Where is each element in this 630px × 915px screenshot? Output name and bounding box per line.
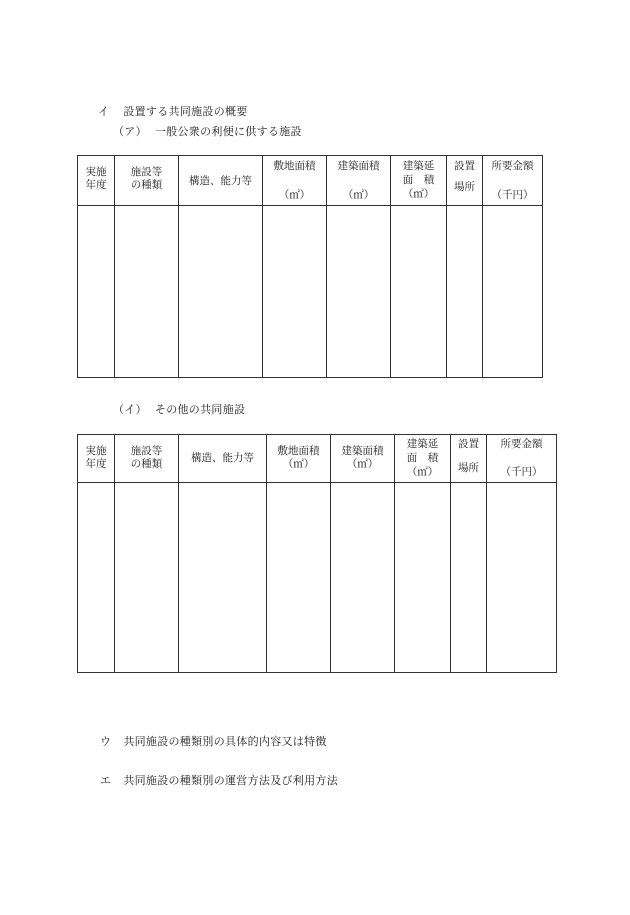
table-cell[interactable] <box>179 483 267 673</box>
header-building-area: 建築面積 （㎡） <box>327 156 391 206</box>
table-cell[interactable] <box>179 206 263 378</box>
section-e-text: 共同施設の種類別の運営方法及び利用方法 <box>123 774 339 787</box>
table-cell[interactable] <box>447 206 483 378</box>
section-u-heading <box>100 733 327 749</box>
table-row <box>78 206 543 378</box>
section-i-text: 設置する共同施設の概要 <box>123 105 248 118</box>
header-site-area: 敷地面積 （㎡） <box>263 156 327 206</box>
facility-table-public <box>77 155 543 378</box>
header-structure: 構造、能力等 <box>179 435 267 483</box>
header-year: 実施 年度 <box>78 435 115 483</box>
header-type: 施設等 の種類 <box>115 435 179 483</box>
table-cell[interactable] <box>263 206 327 378</box>
table-cell[interactable] <box>78 483 115 673</box>
table-row <box>78 483 557 673</box>
table-header-row <box>78 435 557 483</box>
sub-a-text: 一般公衆の利便に供する施設 <box>154 125 302 138</box>
header-cost: 所要金額 （千円） <box>483 156 543 206</box>
facility-table-other <box>77 434 557 673</box>
table-cell[interactable] <box>327 206 391 378</box>
table-cell[interactable] <box>267 483 331 673</box>
sub-b-heading <box>113 401 245 417</box>
table-cell[interactable] <box>391 206 447 378</box>
table-header-row <box>78 156 543 206</box>
section-u-text: 共同施設の種類別の具体的内容又は特徴 <box>123 735 327 748</box>
header-building-area: 建築面積 （㎡） <box>331 435 395 483</box>
header-location: 設置 場所 <box>451 435 487 483</box>
table-cell[interactable] <box>78 206 115 378</box>
header-site-area: 敷地面積 （㎡） <box>267 435 331 483</box>
sub-b-text: その他の共同施設 <box>154 403 246 416</box>
table-cell[interactable] <box>115 483 179 673</box>
section-i-heading <box>98 103 248 119</box>
sub-a-heading <box>113 123 302 139</box>
sub-b-marker: （イ） <box>113 403 147 416</box>
section-i-marker: イ <box>98 105 110 118</box>
header-year: 実施 年度 <box>78 156 115 206</box>
header-floor-area: 建築延 面 積 （㎡） <box>395 435 451 483</box>
table-cell[interactable] <box>331 483 395 673</box>
header-location: 設置 場所 <box>447 156 483 206</box>
sub-a-marker: （ア） <box>113 125 147 138</box>
table-cell[interactable] <box>395 483 451 673</box>
section-u-marker: ウ <box>100 735 112 748</box>
table-cell[interactable] <box>115 206 179 378</box>
table-cell[interactable] <box>483 206 543 378</box>
header-cost: 所要金額 （千円） <box>487 435 557 483</box>
section-e-heading <box>100 772 338 788</box>
header-type: 施設等 の種類 <box>115 156 179 206</box>
section-e-marker: エ <box>100 774 112 787</box>
header-floor-area: 建築延 面 積 （㎡） <box>391 156 447 206</box>
table-cell[interactable] <box>451 483 487 673</box>
header-structure: 構造、能力等 <box>179 156 263 206</box>
table-cell[interactable] <box>487 483 557 673</box>
